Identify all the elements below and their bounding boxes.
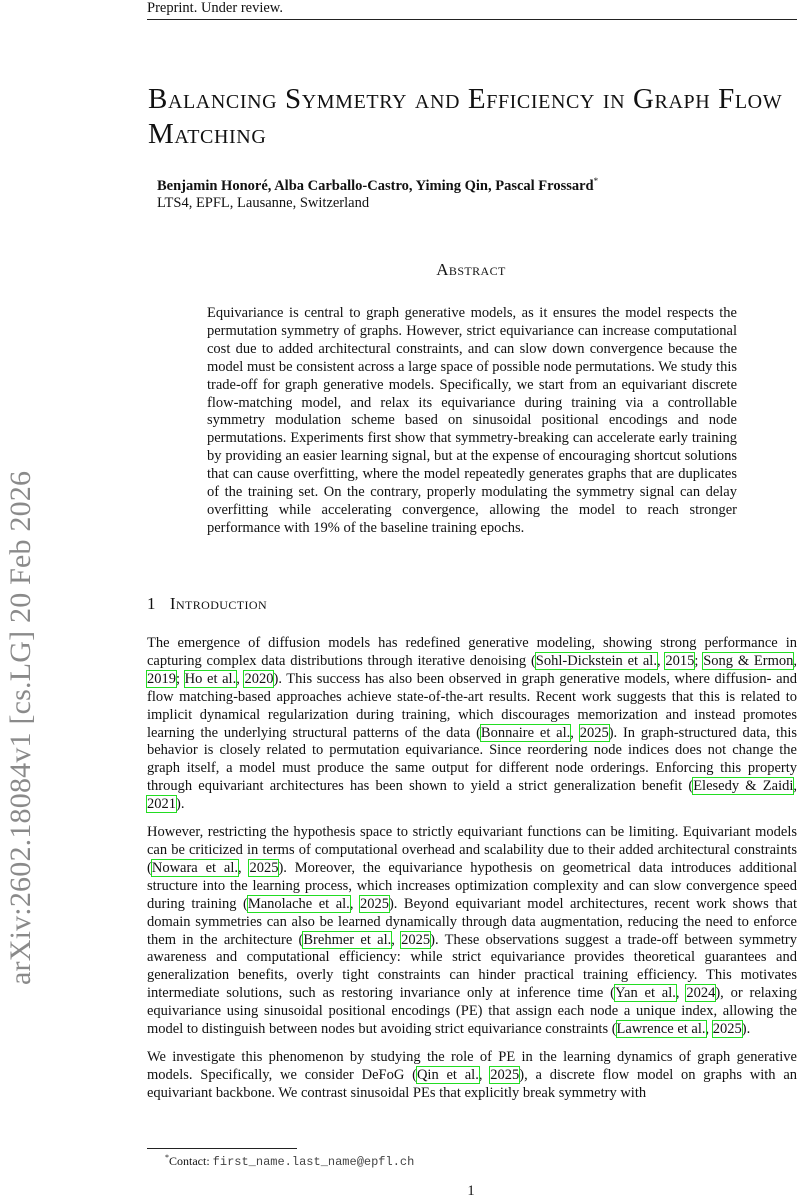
text-run: ,: [349, 895, 360, 912]
text-run: ,: [478, 1066, 491, 1083]
citation-link[interactable]: Elesedy & Zaidi: [693, 778, 794, 795]
footnote-label: Contact:: [169, 1154, 213, 1168]
citation-year-link[interactable]: 2015: [665, 652, 695, 669]
text-run: However, restricting the hypothesis space to strictly equivariant functions can be limiting. Equivariant models can be criticized in terms of computational overhead and scalability due to their added architectural constraints (: [147, 824, 797, 876]
section-heading-introduction: [147, 594, 267, 614]
citation-year-link[interactable]: 2019: [147, 670, 176, 687]
text-run: ,: [236, 670, 245, 687]
citation-year-link[interactable]: 2025: [401, 931, 431, 948]
paper-title: Balancing Symmetry and Efficiency in Graph Flow Matching: [148, 83, 783, 150]
paragraph-1: [147, 635, 797, 814]
text-run: ).: [741, 1021, 751, 1038]
author-list: [157, 176, 598, 195]
text-run: ). Moreover, the equivariance hypothesis on geometrical data introduces additional structure into the learning process, which increases optimization complexity and can slow convergence speed during training (: [147, 859, 797, 912]
citation-year-link[interactable]: 2020: [244, 670, 274, 687]
citation-year-link[interactable]: 2025: [712, 1021, 742, 1038]
footnote-divider: [147, 1148, 297, 1149]
text-run: ,: [793, 778, 797, 795]
footnote: [165, 1153, 414, 1169]
footnote-mark: *: [165, 1153, 169, 1162]
citation-link[interactable]: Yan et al.: [614, 985, 676, 1002]
affiliation: LTS4, EPFL, Lausanne, Switzerland: [157, 195, 370, 211]
text-run: ). This success has also been observed in graph generative models, where diffusion- and flow matching-based approaches achieve state-of-the-art results. Recent work suggests that this is related to implicit dynamical regularization during training, which discourages memorization and instead promotes learning the underlying structural patterns of the data (: [147, 670, 797, 741]
text-run: ).: [176, 796, 185, 813]
citation-year-link[interactable]: 2024: [686, 985, 716, 1002]
text-run: ). In graph-structured data, this behavior is closely related to permutation equivariance. Since reordering node indices does not change the graph itself, a model must produce the same output for different node orderings. Enforcing this property through equivariant architectures has been shown to yield a strict generalization benefit (: [147, 724, 797, 795]
text-run: ,: [675, 985, 687, 1002]
text-run: We investigate this phenomenon by studying the role of PE in the learning dynamics of graph generative models. Specifically, we consider DeFoG (: [147, 1048, 797, 1083]
citation-link[interactable]: Song & Ermon: [703, 652, 794, 669]
citation-link[interactable]: Qin et al.: [416, 1066, 479, 1083]
section-number: 1: [147, 594, 156, 613]
text-run: ,: [656, 652, 666, 669]
citation-link[interactable]: Bonnaire et al.: [480, 724, 571, 741]
authors-text: Benjamin Honoré, Alba Carballo-Castro, Yiming Qin, Pascal Frossard: [157, 177, 594, 194]
text-run: ). Beyond equivariant model architectures, recent work shows that domain symmetries can also be learned dynamically through data augmentation, reducing the need to enforce them in the architecture (: [147, 895, 797, 948]
text-run: ), or relaxing equivariance using sinusoidal positional encodings (PE) that assign each node a unique index, allowing the model to distinguish between nodes but avoiding strict equivariance constraints (: [147, 985, 797, 1038]
text-run: ,: [705, 1021, 713, 1038]
text-run: ). These observations suggest a trade-off between symmetry awareness and computational efficiency: while strict equivariance provides theoretical guarantees and generalization benefits, overly tight constraints can hinder practical training efficiency. This motivates intermediate solutions, such as restoring invariance only at inference time (: [147, 931, 797, 1002]
page-number: 1: [467, 1183, 475, 1199]
citation-link[interactable]: Sohl-Dickstein et al.: [535, 652, 657, 669]
citation-link[interactable]: Nowara et al.: [151, 859, 238, 876]
citation-year-link[interactable]: 2025: [359, 895, 389, 912]
citation-link[interactable]: Ho et al.: [184, 670, 237, 687]
citation-link[interactable]: Lawrence et al.: [616, 1021, 706, 1038]
citation-year-link[interactable]: 2021: [147, 796, 176, 813]
author-footnote-mark: *: [593, 176, 599, 186]
text-run: The emergence of diffusion models has redefined generative modeling, showing strong performance in capturing complex data distributions through iterative denoising (: [147, 635, 797, 669]
citation-year-link[interactable]: 2025: [249, 859, 279, 876]
contact-email: first_name.last_name@epfl.ch: [212, 1155, 415, 1169]
text-run: ,: [793, 652, 797, 669]
citation-year-link[interactable]: 2025: [490, 1066, 520, 1083]
text-run: ), a discrete flow model on graphs with an equivariant backbone. We contrast sinusoidal PEs that explicitly break symmetry with: [147, 1066, 797, 1101]
text-run: ;: [176, 670, 185, 687]
arxiv-stamp: arXiv:2602.18084v1 [cs.LG] 20 Feb 2026: [4, 470, 37, 985]
text-run: ,: [237, 859, 250, 876]
abstract-heading: Abstract: [436, 260, 506, 279]
running-header: Preprint. Under review.: [147, 0, 797, 20]
text-run: ,: [570, 724, 580, 741]
text-run: ;: [694, 652, 704, 669]
introduction-body: [147, 635, 797, 1113]
citation-link[interactable]: Brehmer et al.: [303, 931, 392, 948]
paragraph-3: [147, 1049, 797, 1103]
citation-link[interactable]: Manolache et al.: [247, 895, 350, 912]
section-title: Introduction: [169, 594, 268, 613]
abstract-text: Equivariance is central to graph generative models, as it ensures the model respects the permutation symmetry of graphs. However, strict equivariance can increase computational cost due to added architectural constraints, and can slow down convergence because the model must be consistent across a large space of possible node permutations. We study this trade-off for graph generative models. Specifically, we start from an equivariant discrete flow-matching model, and relax its equivariance during training via a controllable symmetry modulation scheme based on sinusoidal positional encodings and node permutations. Experiments first show that symmetry-breaking can accelerate early training by providing an easier learning signal, but at the expense of encouraging shortcut solutions that can cause overfitting, where the model repeatedly generates graphs that are duplicates of the training set. On the contrary, properly modulating the symmetry signal can delay overfitting while accelerating convergence, allowing the model to reach stronger performance with 19% of the baseline training epochs.: [207, 305, 737, 536]
text-run: ,: [391, 931, 402, 948]
citation-year-link[interactable]: 2025: [579, 724, 609, 741]
paragraph-2: [147, 824, 797, 1039]
